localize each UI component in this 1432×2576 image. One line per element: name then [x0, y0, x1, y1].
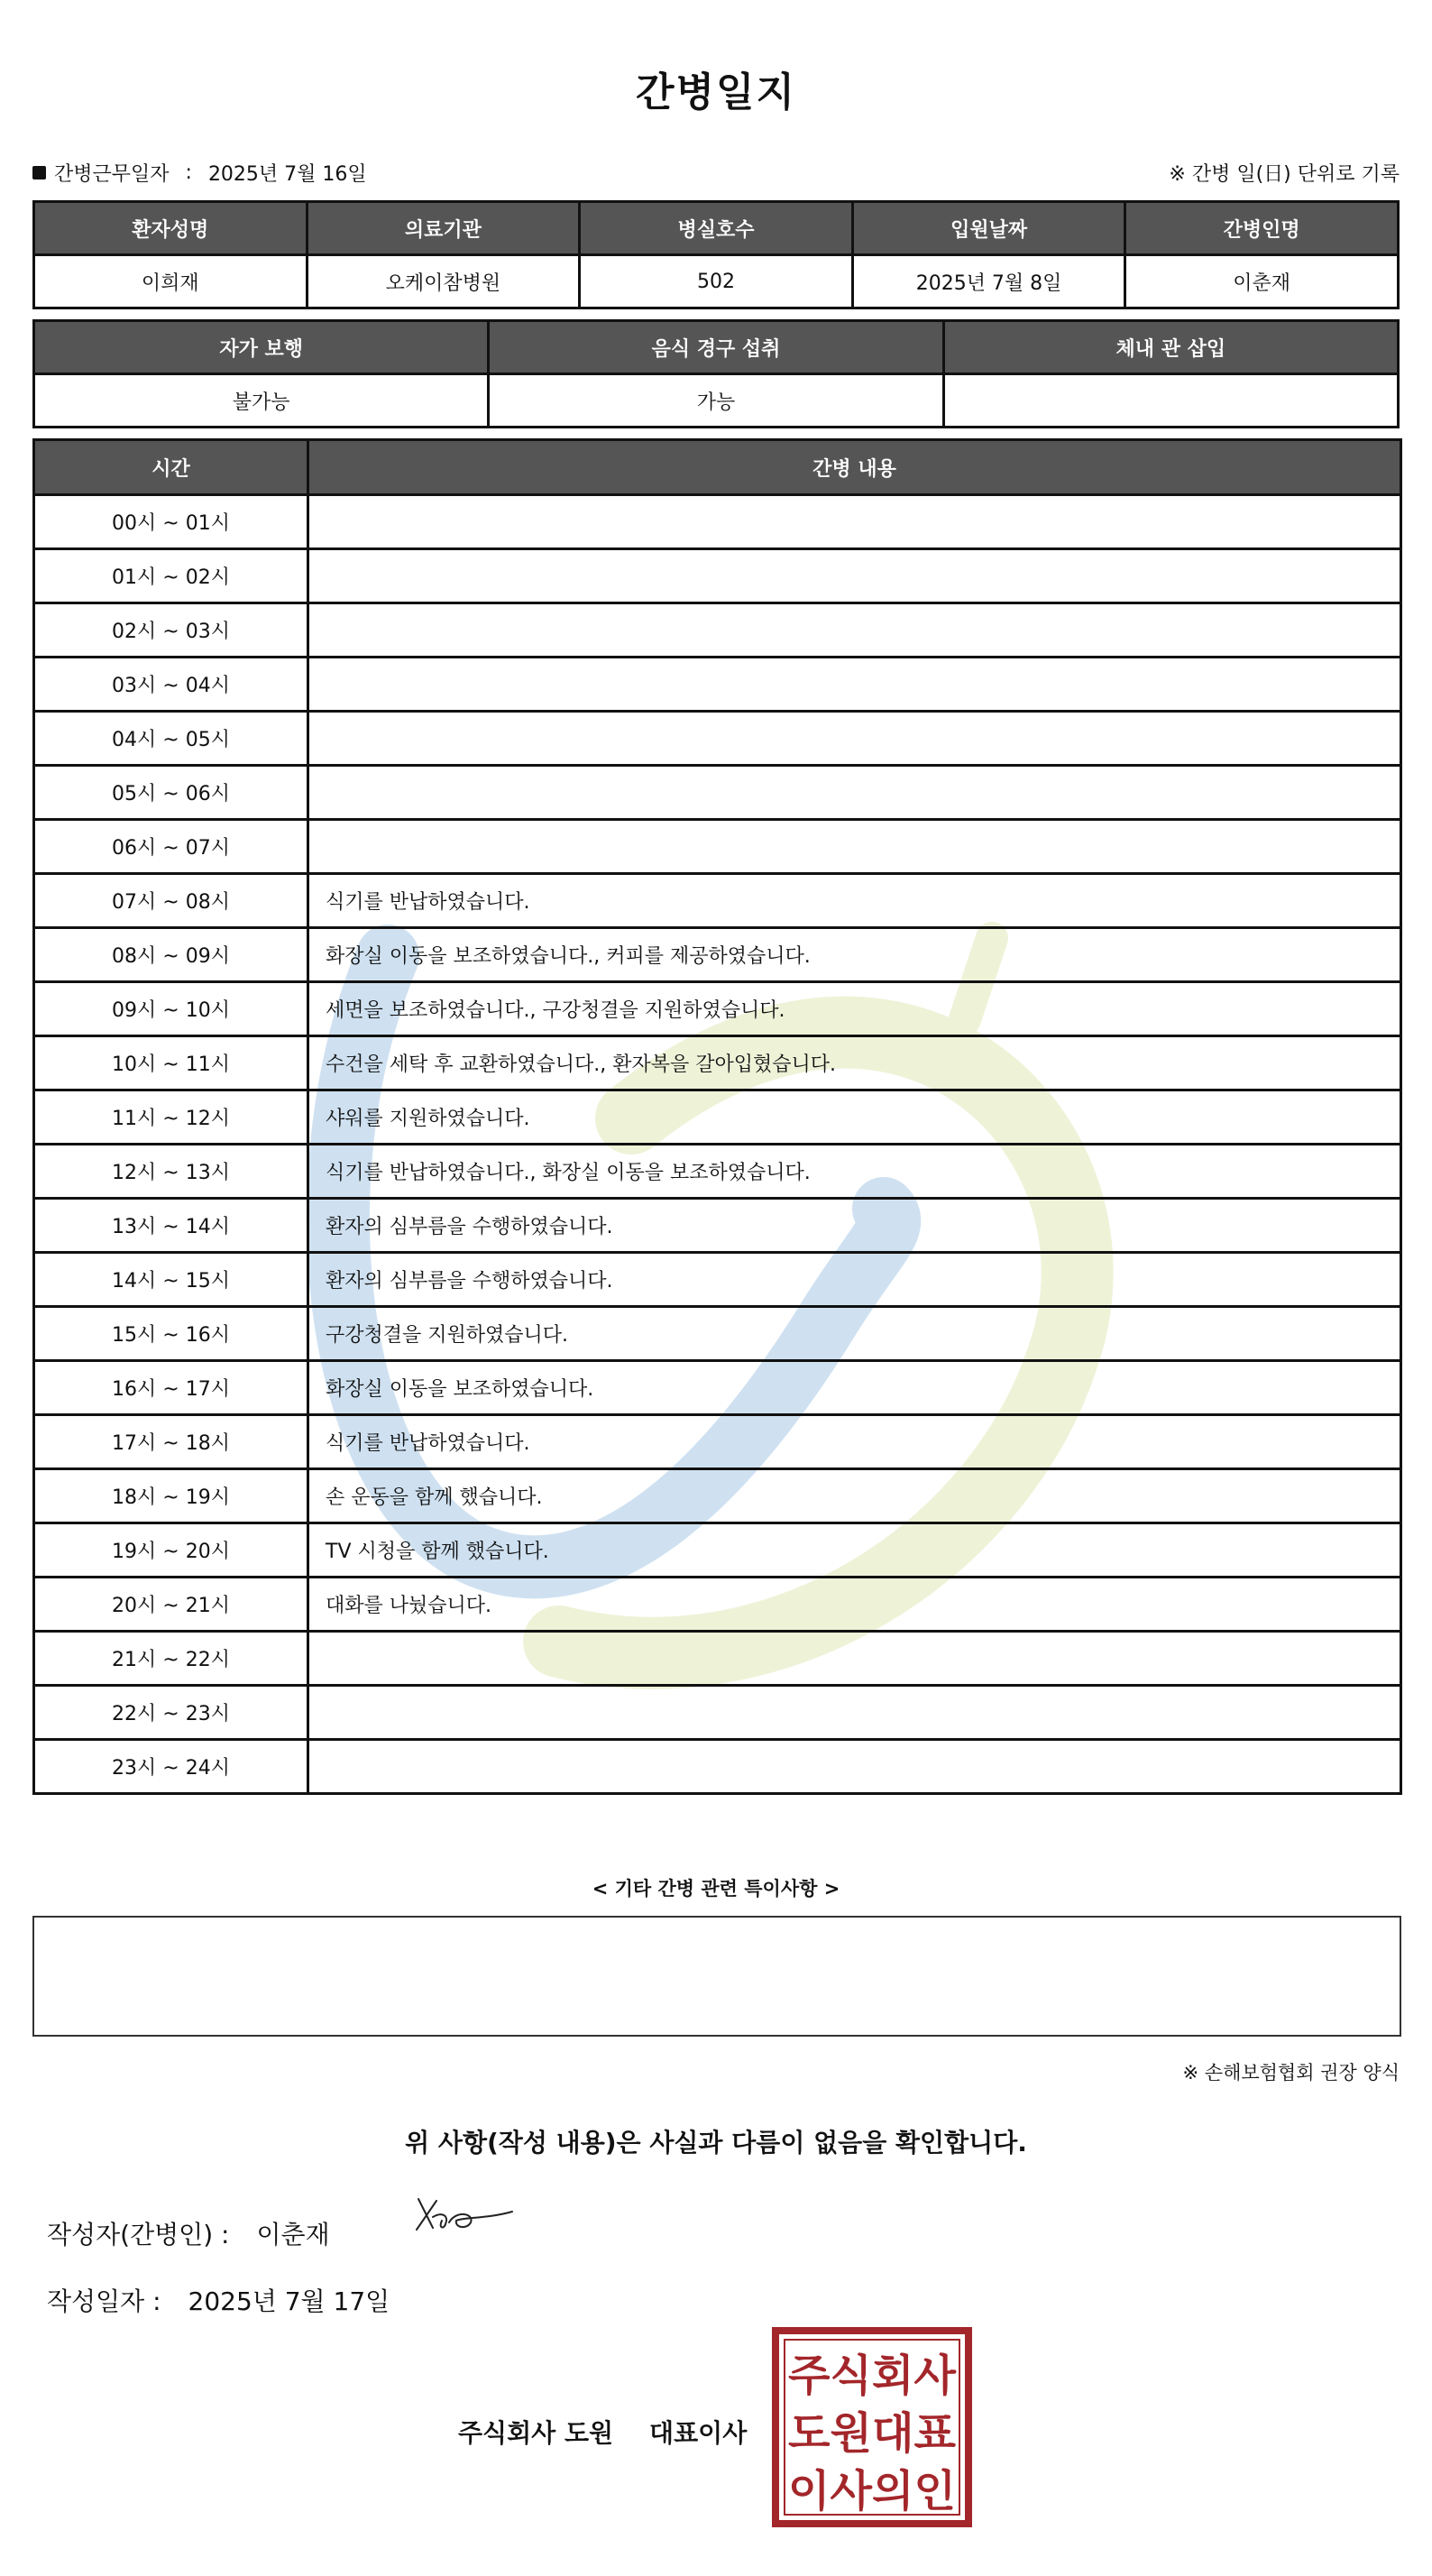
time-slot-cell: 21시 ~ 22시: [34, 1632, 308, 1686]
header-tube-insertion: 체내 관 삽입: [943, 321, 1398, 374]
patient-name-cell: 이희재: [34, 255, 308, 308]
care-content-cell: 세면을 보조하였습니다., 구강청결을 지원하였습니다.: [308, 982, 1401, 1036]
table-row: [34, 982, 1401, 1036]
care-content-cell: 화장실 이동을 보조하였습니다.: [308, 1361, 1401, 1415]
care-content-cell: [308, 766, 1401, 820]
table-row: [34, 1361, 1401, 1415]
table-row: [34, 658, 1401, 712]
work-date-colon: :: [185, 161, 192, 184]
care-content-cell: [308, 549, 1401, 603]
time-slot-cell: 17시 ~ 18시: [34, 1415, 308, 1469]
care-content-cell: 대화를 나눴습니다.: [308, 1578, 1401, 1632]
time-slot-cell: 01시 ~ 02시: [34, 549, 308, 603]
confirmation-statement: 위 사항(작성 내용)은 사실과 다름이 없음을 확인합니다.: [405, 2128, 1027, 2157]
special-notes-title: < 기타 간병 관련 특이사항 >: [592, 1878, 840, 1900]
time-slot-cell: 04시 ~ 05시: [34, 712, 308, 766]
table-row: [34, 874, 1401, 928]
writer-name: 이춘재: [256, 2220, 330, 2249]
table-row: [34, 1036, 1401, 1090]
special-notes-box: [32, 1916, 1401, 2037]
time-slot-cell: 02시 ~ 03시: [34, 603, 308, 658]
table-row: [34, 1686, 1401, 1740]
care-content-cell: [308, 495, 1401, 549]
insurer-recommended-note: ※ 손해보험협회 권장 양식: [1182, 2062, 1400, 2084]
company-name: 주식회사 도원: [458, 2418, 614, 2448]
care-content-cell: 수건을 세탁 후 교환하였습니다., 환자복을 갈아입혔습니다.: [308, 1036, 1401, 1090]
table-row: [34, 1415, 1401, 1469]
care-content-cell: 샤워를 지원하였습니다.: [308, 1090, 1401, 1145]
company-seal-stamp: [772, 2327, 972, 2527]
room-number-cell: 502: [580, 255, 853, 308]
care-content-cell: [308, 1740, 1401, 1794]
time-slot-cell: 08시 ~ 09시: [34, 928, 308, 982]
time-slot-cell: 07시 ~ 08시: [34, 874, 308, 928]
written-date-label: 작성일자 :: [47, 2286, 161, 2316]
patient-info-table: [32, 200, 1400, 309]
care-log-table: [32, 438, 1402, 1795]
time-slot-cell: 20시 ~ 21시: [34, 1578, 308, 1632]
care-content-cell: [308, 603, 1401, 658]
table-row: [34, 1578, 1401, 1632]
seal-text-line: 주식회사: [788, 2351, 957, 2401]
header-caregiver-name: 간병인명: [1125, 202, 1399, 255]
header-room-number: 병실호수: [580, 202, 853, 255]
seal-text-line: 이사의인: [788, 2466, 956, 2516]
table-row: [34, 1632, 1401, 1686]
time-slot-cell: 15시 ~ 16시: [34, 1307, 308, 1361]
header-hospital: 의료기관: [307, 202, 580, 255]
header-patient-name: 환자성명: [34, 202, 308, 255]
company-signature-line: [458, 2414, 747, 2450]
care-content-cell: [308, 820, 1401, 874]
work-date-row: [32, 159, 1400, 186]
table-row: [34, 1145, 1401, 1199]
table-row: [34, 1307, 1401, 1361]
oral-intake-cell: 가능: [489, 374, 943, 428]
handwritten-signature: [406, 2183, 532, 2255]
seal-text-line: 도원대표: [788, 2408, 957, 2459]
written-date-row: [47, 2282, 390, 2318]
bullet-square-icon: [32, 166, 46, 179]
header-care-content: 간병 내용: [308, 440, 1401, 495]
time-slot-cell: 18시 ~ 19시: [34, 1469, 308, 1523]
care-content-cell: 식기를 반납하였습니다., 화장실 이동을 보조하였습니다.: [308, 1145, 1401, 1199]
patient-status-table: [32, 319, 1400, 428]
table-row: [34, 603, 1401, 658]
time-slot-cell: 03시 ~ 04시: [34, 658, 308, 712]
caregiver-name-cell: 이춘재: [1125, 255, 1399, 308]
ceo-title: 대표이사: [649, 2418, 748, 2448]
time-slot-cell: 12시 ~ 13시: [34, 1145, 308, 1199]
care-content-cell: 손 운동을 함께 했습니다.: [308, 1469, 1401, 1523]
time-slot-cell: 09시 ~ 10시: [34, 982, 308, 1036]
care-content-cell: [308, 1632, 1401, 1686]
work-date-value: 2025년 7월 16일: [207, 163, 367, 186]
time-slot-cell: 11시 ~ 12시: [34, 1090, 308, 1145]
header-admission-date: 입원날짜: [852, 202, 1125, 255]
writer-label: 작성자(간병인) :: [47, 2220, 230, 2249]
time-slot-cell: 22시 ~ 23시: [34, 1686, 308, 1740]
table-row: [34, 1523, 1401, 1578]
table-row: [34, 549, 1401, 603]
care-content-cell: 환자의 심부름을 수행하였습니다.: [308, 1253, 1401, 1307]
time-slot-cell: 19시 ~ 20시: [34, 1523, 308, 1578]
header-self-walking: 자가 보행: [34, 321, 489, 374]
table-row: [34, 1740, 1401, 1794]
care-content-cell: 구강청결을 지원하였습니다.: [308, 1307, 1401, 1361]
table-row: [34, 495, 1401, 549]
care-content-cell: TV 시청을 함께 했습니다.: [308, 1523, 1401, 1578]
tube-insertion-cell: [943, 374, 1398, 428]
time-slot-cell: 06시 ~ 07시: [34, 820, 308, 874]
table-row: [34, 1253, 1401, 1307]
time-slot-cell: 14시 ~ 15시: [34, 1253, 308, 1307]
care-content-cell: [308, 658, 1401, 712]
self-walking-cell: 불가능: [34, 374, 489, 428]
time-slot-cell: 05시 ~ 06시: [34, 766, 308, 820]
care-content-cell: [308, 712, 1401, 766]
care-content-cell: 식기를 반납하였습니다.: [308, 1415, 1401, 1469]
care-content-cell: [308, 1686, 1401, 1740]
care-content-cell: 식기를 반납하였습니다.: [308, 874, 1401, 928]
time-slot-cell: 23시 ~ 24시: [34, 1740, 308, 1794]
writer-row: [47, 2215, 330, 2251]
admission-date-cell: 2025년 7월 8일: [852, 255, 1125, 308]
table-row: [34, 1090, 1401, 1145]
table-row: [34, 820, 1401, 874]
document-title: 간병일지: [635, 69, 796, 115]
table-row: [34, 712, 1401, 766]
table-row: [34, 766, 1401, 820]
time-slot-cell: 13시 ~ 14시: [34, 1199, 308, 1253]
table-row: [34, 928, 1401, 982]
hospital-cell: 오케이참병원: [307, 255, 580, 308]
time-slot-cell: 00시 ~ 01시: [34, 495, 308, 549]
time-slot-cell: 16시 ~ 17시: [34, 1361, 308, 1415]
table-row: [34, 1469, 1401, 1523]
unit-note: ※ 간병 일(日) 단위로 기록: [1169, 163, 1400, 186]
care-content-cell: 화장실 이동을 보조하였습니다., 커피를 제공하였습니다.: [308, 928, 1401, 982]
time-slot-cell: 10시 ~ 11시: [34, 1036, 308, 1090]
care-content-cell: 환자의 심부름을 수행하였습니다.: [308, 1199, 1401, 1253]
written-date-value: 2025년 7월 17일: [188, 2286, 390, 2316]
header-oral-intake: 음식 경구 섭취: [489, 321, 943, 374]
work-date-label: 간병근무일자: [54, 163, 170, 186]
header-time: 시간: [34, 440, 308, 495]
table-row: [34, 1199, 1401, 1253]
